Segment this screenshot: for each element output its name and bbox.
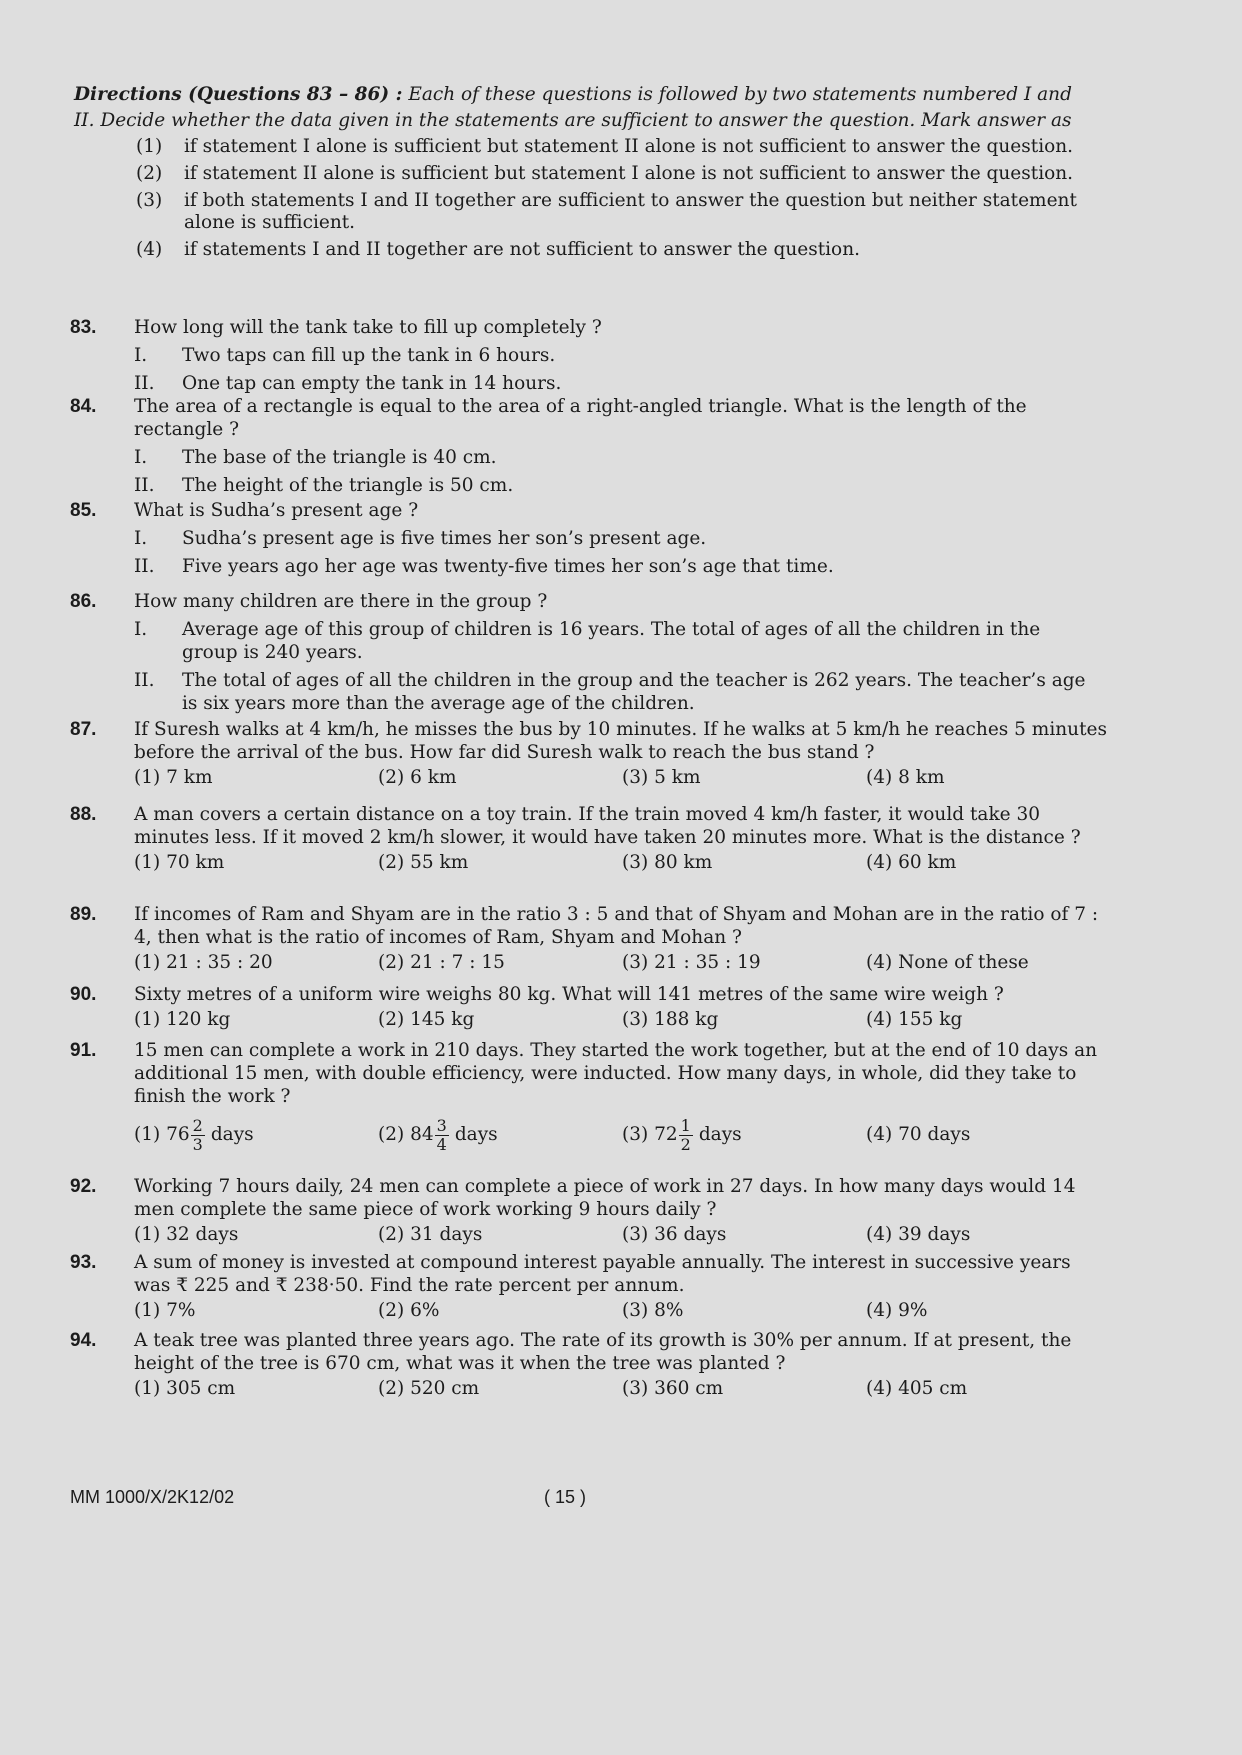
whole-part: (3) 72 bbox=[622, 1124, 678, 1145]
statement-number: I. bbox=[134, 447, 148, 468]
question-83 bbox=[70, 316, 1094, 395]
answer-choice-2[interactable]: (2) 21 : 7 : 15 bbox=[378, 952, 505, 973]
directions bbox=[74, 82, 1094, 134]
option-text: if statements I and II together are not sufficient to answer the question. bbox=[184, 239, 860, 260]
option-number: (2) bbox=[136, 163, 163, 184]
numerator: 3 bbox=[436, 1115, 447, 1135]
answer-choice-1[interactable]: (1) 32 days bbox=[134, 1224, 239, 1245]
question-text: 15 men can complete a work in 210 days. They started the work together, but at the end of 10 days an additional 15 men, with double efficiency, were inducted. How many days, in whole, did they take to finish the work ? bbox=[134, 1040, 1098, 1107]
paper-code: MM 1000/X/2K12/02 bbox=[70, 1487, 235, 1507]
question-text: How long will the tank take to fill up completely ? bbox=[134, 317, 602, 338]
answer-choice-1[interactable]: (1) 7% bbox=[134, 1300, 196, 1321]
answer-key-option bbox=[136, 136, 1096, 158]
page-number: ( 15 ) bbox=[544, 1487, 587, 1507]
statement-2 bbox=[134, 474, 1094, 497]
question-number: 85. bbox=[70, 500, 97, 521]
answer-choices bbox=[134, 951, 1110, 975]
question-text: The area of a rectangle is equal to the area of a right-angled triangle. What is the length of the rectangle ? bbox=[134, 396, 1027, 440]
answer-choice-3[interactable]: (3) 5 km bbox=[622, 767, 701, 788]
statement-number: II. bbox=[134, 373, 155, 394]
question-87 bbox=[70, 718, 1107, 803]
answer-choice-1[interactable]: (1) 120 kg bbox=[134, 1009, 231, 1030]
question-number: 87. bbox=[70, 719, 97, 740]
statement-number: I. bbox=[134, 528, 148, 549]
unit: days bbox=[210, 1124, 254, 1145]
fraction bbox=[679, 1117, 693, 1154]
answer-choice-4[interactable]: (4) 405 cm bbox=[866, 1378, 968, 1399]
answer-choices bbox=[134, 1377, 1110, 1401]
fraction bbox=[191, 1117, 205, 1154]
question-94 bbox=[70, 1329, 1094, 1409]
statement-text: The base of the triangle is 40 cm. bbox=[182, 447, 497, 468]
question-text: How many children are there in the group ? bbox=[134, 591, 548, 612]
answer-choices bbox=[134, 1299, 1110, 1323]
statement-text: The total of ages of all the children in the group and the teacher is 262 years. The teacher’s age is six years more than the average age of the children. bbox=[182, 670, 1086, 714]
statement-text: Five years ago her age was twenty-five times her son’s age that time. bbox=[182, 556, 834, 577]
question-84 bbox=[70, 395, 1094, 499]
answer-choice-1[interactable]: (1) 7 km bbox=[134, 767, 213, 788]
answer-choice-1[interactable]: (1) 305 cm bbox=[134, 1378, 236, 1399]
question-88 bbox=[70, 803, 1094, 903]
directions-text: Each of these questions is followed by two statements numbered I and II. Decide whether the data given in the statements are sufficient to answer the question. Mark answer as bbox=[74, 84, 1072, 131]
statement-1 bbox=[134, 446, 1094, 469]
answer-choice-4[interactable]: (4) 60 km bbox=[866, 852, 957, 873]
answer-choice-3[interactable]: (3) 8% bbox=[622, 1300, 684, 1321]
statement-text: One tap can empty the tank in 14 hours. bbox=[182, 373, 562, 394]
answer-choice-2[interactable]: (2) 31 days bbox=[378, 1224, 483, 1245]
answer-choice-3[interactable]: (3) 36 days bbox=[622, 1224, 727, 1245]
question-number: 90. bbox=[70, 984, 97, 1005]
denominator: 2 bbox=[680, 1134, 691, 1154]
numerator: 2 bbox=[192, 1115, 203, 1135]
question-92 bbox=[70, 1175, 1094, 1251]
option-number: (4) bbox=[136, 239, 163, 260]
answer-choice-2[interactable]: (2) 6 km bbox=[378, 767, 457, 788]
question-91 bbox=[70, 1039, 1098, 1175]
statement-text: Average age of this group of children is 16 years. The total of ages of all the children in the group is 240 years. bbox=[182, 619, 1041, 663]
option-number: (3) bbox=[136, 190, 163, 211]
question-93 bbox=[70, 1251, 1094, 1329]
unit: days bbox=[454, 1124, 498, 1145]
question-number: 89. bbox=[70, 904, 97, 925]
answer-choice-2[interactable]: (2) 520 cm bbox=[378, 1378, 480, 1399]
statement-text: Sudha’s present age is five times her son’s present age. bbox=[182, 528, 707, 549]
whole-part: (2) 84 bbox=[378, 1124, 434, 1145]
answer-key-options bbox=[136, 136, 1096, 266]
answer-choice-3[interactable]: (3) 21 : 35 : 19 bbox=[622, 952, 761, 973]
answer-choice-4[interactable]: (4) 70 days bbox=[866, 1124, 971, 1145]
answer-choice-1[interactable]: (1) 21 : 35 : 20 bbox=[134, 952, 273, 973]
statement-number: II. bbox=[134, 670, 155, 691]
question-number: 86. bbox=[70, 591, 97, 612]
fraction bbox=[435, 1117, 449, 1154]
answer-choice-4[interactable]: (4) 155 kg bbox=[866, 1009, 963, 1030]
answer-choice-1[interactable] bbox=[134, 1114, 378, 1156]
answer-choices bbox=[134, 766, 1110, 790]
answer-choices bbox=[134, 1114, 1110, 1156]
answer-key-option bbox=[136, 163, 1096, 185]
denominator: 3 bbox=[192, 1134, 203, 1154]
question-number: 83. bbox=[70, 317, 97, 338]
statement-text: The height of the triangle is 50 cm. bbox=[182, 475, 514, 496]
question-list bbox=[70, 316, 1107, 1409]
question-number: 93. bbox=[70, 1252, 97, 1273]
statement-number: I. bbox=[134, 345, 148, 366]
option-text: if both statements I and II together are sufficient to answer the question but neither statement alone is sufficient. bbox=[184, 190, 1077, 233]
answer-choice-4[interactable]: (4) 8 km bbox=[866, 767, 945, 788]
question-text: What is Sudha’s present age ? bbox=[134, 500, 419, 521]
answer-key-option bbox=[136, 239, 1096, 261]
statement-1 bbox=[134, 618, 1094, 664]
question-text: If incomes of Ram and Shyam are in the ratio 3 : 5 and that of Shyam and Mohan are in the ratio of 7 : 4, then what is the ratio of incomes of Ram, Shyam and Mohan ? bbox=[134, 904, 1099, 948]
numerator: 1 bbox=[680, 1115, 691, 1135]
question-number: 88. bbox=[70, 804, 97, 825]
question-85 bbox=[70, 499, 1094, 590]
answer-choice-4[interactable]: (4) 39 days bbox=[866, 1224, 971, 1245]
option-text: if statement II alone is sufficient but statement I alone is not sufficient to answer the question. bbox=[184, 163, 1074, 184]
option-text: if statement I alone is sufficient but statement II alone is not sufficient to answer the question. bbox=[184, 136, 1074, 157]
question-text: Sixty metres of a uniform wire weighs 80 kg. What will 141 metres of the same wire weigh ? bbox=[134, 984, 1004, 1005]
question-89 bbox=[70, 903, 1099, 983]
option-number: (1) bbox=[136, 136, 163, 157]
statement-1 bbox=[134, 344, 1094, 367]
answer-choices bbox=[134, 1223, 1110, 1247]
question-text: A teak tree was planted three years ago. The rate of its growth is 30% per annum. If at present, the height of the tree is 670 cm, what was it when the tree was planted ? bbox=[134, 1330, 1072, 1374]
statement-number: II. bbox=[134, 475, 155, 496]
answer-choice-2[interactable]: (2) 55 km bbox=[378, 852, 469, 873]
answer-choice-4[interactable]: (4) 9% bbox=[866, 1300, 928, 1321]
question-86 bbox=[70, 590, 1094, 718]
question-text: A sum of money is invested at compound interest payable annually. The interest in successive years was ₹ 225 and ₹ 238·50. Find the rate percent per annum. bbox=[134, 1252, 1071, 1296]
answer-choices bbox=[134, 851, 1110, 875]
answer-choice-3[interactable]: (3) 188 kg bbox=[622, 1009, 719, 1030]
question-number: 84. bbox=[70, 396, 97, 417]
question-text: Working 7 hours daily, 24 men can complete a piece of work in 27 days. In how many days would 14 men complete the same piece of work working 9 hours daily ? bbox=[134, 1176, 1076, 1220]
answer-choices bbox=[134, 1008, 1110, 1032]
statement-2 bbox=[134, 669, 1094, 715]
answer-choice-4[interactable]: (4) None of these bbox=[866, 952, 1029, 973]
directions-label: Directions (Questions 83 – 86) : bbox=[74, 84, 403, 105]
statement-1 bbox=[134, 527, 1094, 550]
answer-choice-3[interactable]: (3) 80 km bbox=[622, 852, 713, 873]
statement-number: I. bbox=[134, 619, 148, 640]
answer-choice-1[interactable]: (1) 70 km bbox=[134, 852, 225, 873]
answer-choice-2[interactable]: (2) 6% bbox=[378, 1300, 440, 1321]
answer-choice-3[interactable]: (3) 360 cm bbox=[622, 1378, 724, 1399]
question-text: A man covers a certain distance on a toy train. If the train moved 4 km/h faster, it would take 30 minutes less. If it moved 2 km/h slower, it would have taken 20 minutes more. What is the distance ? bbox=[134, 804, 1081, 848]
question-number: 94. bbox=[70, 1330, 97, 1351]
question-text: If Suresh walks at 4 km/h, he misses the bus by 10 minutes. If he walks at 5 km/h he reaches 5 minutes before the arrival of the bus. How far did Suresh walk to reach the bus stand ? bbox=[134, 719, 1107, 763]
question-90 bbox=[70, 983, 1094, 1039]
question-number: 91. bbox=[70, 1040, 97, 1061]
statement-number: II. bbox=[134, 556, 155, 577]
statement-text: Two taps can fill up the tank in 6 hours. bbox=[182, 345, 556, 366]
whole-part: (1) 76 bbox=[134, 1124, 190, 1145]
answer-choice-2[interactable]: (2) 145 kg bbox=[378, 1009, 475, 1030]
answer-choice-3[interactable] bbox=[622, 1114, 866, 1156]
answer-key-option bbox=[136, 190, 1096, 234]
denominator: 4 bbox=[436, 1134, 447, 1154]
unit: days bbox=[698, 1124, 742, 1145]
question-number: 92. bbox=[70, 1176, 97, 1197]
statement-2 bbox=[134, 372, 1094, 395]
statement-2 bbox=[134, 555, 1094, 578]
answer-choice-2[interactable] bbox=[378, 1114, 622, 1156]
